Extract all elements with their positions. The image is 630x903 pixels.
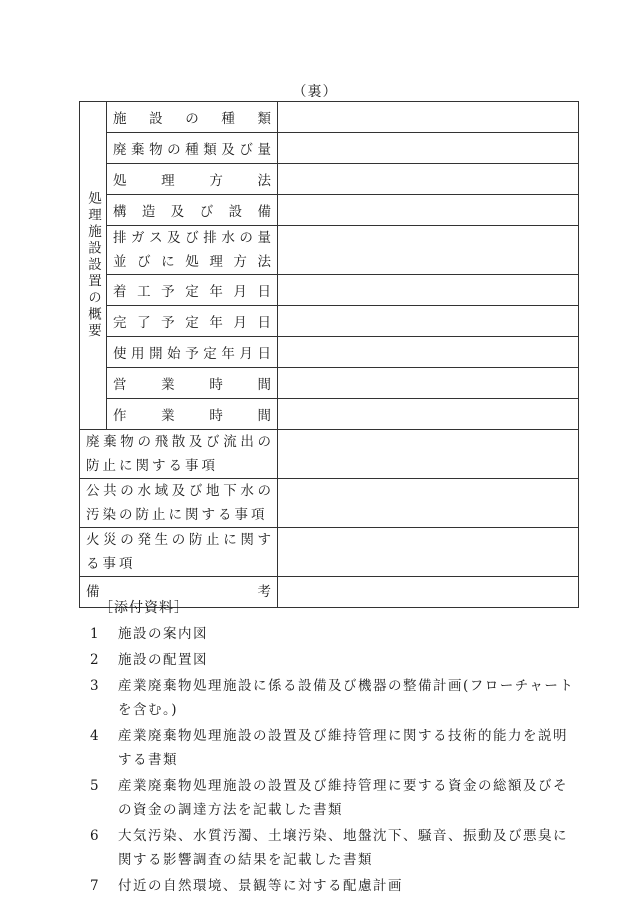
attachments-title: ［添付資料］ [99,600,189,616]
label-operation-start-date: 使用開始予定年月日 [107,337,278,368]
label-exhaust-wastewater: 排ガス及び排水の量 並びに処理方法 [107,226,278,275]
section-label-cell [80,102,107,430]
value-completion-date[interactable] [278,306,579,337]
attachment-item: 7 付近の自然環境、景観等に対する配慮計画 [90,878,403,894]
value-exhaust-wastewater[interactable] [278,226,579,275]
attachment-item: 1 施設の案内図 [90,626,208,642]
attachments-list [90,622,582,900]
value-construction-start-date[interactable] [278,275,579,306]
value-water-pollution-prevention[interactable] [278,479,579,528]
value-structure-equipment[interactable] [278,195,579,226]
attachment-item: 3 産業廃棄物処理施設に係る設備及び機器の整備計画(フローチャートを含む。) [90,678,575,718]
value-remarks[interactable] [278,577,579,608]
attachment-item: 2 施設の配置図 [90,652,208,668]
value-facility-type[interactable] [278,102,579,133]
label-remarks: 備考 [80,577,278,608]
attachment-item: 4 産業廃棄物処理施設の設置及び維持管理に関する技術的能力を説明する書類 [90,728,568,768]
facility-overview-table [79,101,579,608]
attachment-item: 6 大気汚染、水質汚濁、土壌汚染、地盤沈下、騒音、振動及び悪臭に関する影響調査の結果を記載した書類 [90,828,568,868]
label-treatment-method: 処理方法 [107,164,278,195]
label-business-hours: 営業時間 [107,368,278,399]
label-scatter-prevention: 廃棄物の飛散及び流出の 防止に関する事項 [80,430,278,479]
label-completion-date: 完了予定年月日 [107,306,278,337]
label-water-pollution-prevention: 公共の水域及び地下水の 汚染の防止に関する事項 [80,479,278,528]
value-treatment-method[interactable] [278,164,579,195]
value-waste-type-amount[interactable] [278,133,579,164]
section-label: 処理施設設置の概要 [85,191,101,340]
value-scatter-prevention[interactable] [278,430,579,479]
label-construction-start-date: 着工予定年月日 [107,275,278,306]
value-operation-start-date[interactable] [278,337,579,368]
value-working-hours[interactable] [278,399,579,430]
label-structure-equipment: 構造及び設備 [107,195,278,226]
value-fire-prevention[interactable] [278,528,579,577]
label-fire-prevention: 火災の発生の防止に関す る事項 [80,528,278,577]
label-working-hours: 作業時間 [107,399,278,430]
value-business-hours[interactable] [278,368,579,399]
attachment-item: 5 産業廃棄物処理施設の設置及び維持管理に要する資金の総額及びその資金の調達方法を記載した書類 [90,778,568,818]
page-label: （裏） [292,84,338,100]
label-waste-type-amount: 廃棄物の種類及び量 [107,133,278,164]
label-facility-type: 施設の種類 [107,102,278,133]
